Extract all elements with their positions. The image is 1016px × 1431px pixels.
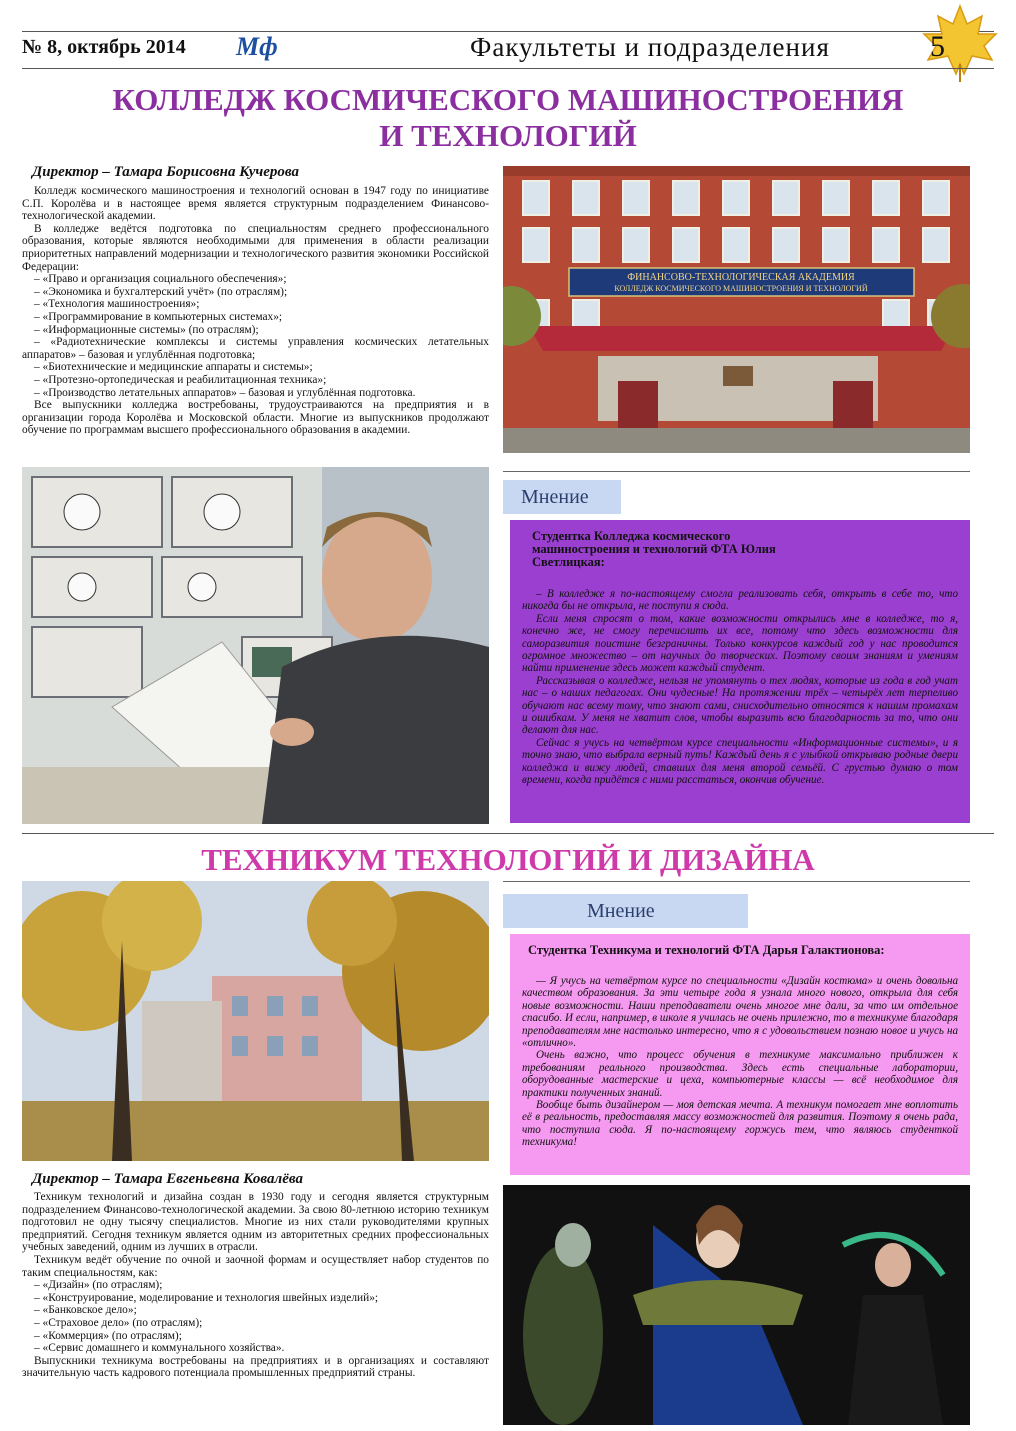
building-sign-line2: КОЛЛЕДЖ КОСМИЧЕСКОГО МАШИНОСТРОЕНИЯ И ТЕХНОЛОГИЙ bbox=[614, 284, 868, 293]
tech-list-item: – «Банковское дело»; bbox=[34, 1304, 137, 1317]
college-title bbox=[22, 82, 994, 154]
opinion2-box bbox=[510, 934, 970, 1175]
college-list-item: – «Технология машиностроения»; bbox=[34, 298, 200, 311]
college-body bbox=[22, 185, 489, 437]
tech-list-item: – «Конструирование, моделирование и технология швейных изделий»; bbox=[34, 1291, 379, 1304]
opinion2-body bbox=[522, 975, 958, 1149]
college-list-item: – «Протезно-ортопедическая и реабилитационная техника»; bbox=[34, 373, 327, 386]
fashion-show-photo bbox=[503, 1185, 970, 1425]
tech-director: Директор – Тамара Евгеньевна Ковалёва bbox=[32, 1171, 303, 1187]
opinion2-rule bbox=[503, 881, 970, 882]
opinion1-rule bbox=[503, 471, 970, 472]
opinion2-paragraph: Вообще быть дизайнером — моя детская мечта. А техникум помогает мне воплотить её в реальность, предоставляя массу возможностей для развития. Поэтому я очень рада, что поступила сюда. Я по-настоящему горжусь тем, что являюсь студенткой техникума! bbox=[522, 1099, 958, 1149]
college-list-item: – «Производство летательных аппаратов» – базовая и углублённая подготовка. bbox=[34, 386, 416, 399]
tech-list-item: – «Сервис домашнего и коммунального хозяйства». bbox=[34, 1342, 285, 1355]
college-list-item: – «Право и организация социального обеспечения»; bbox=[34, 273, 287, 286]
section-divider bbox=[22, 833, 994, 834]
student-lab-photo bbox=[22, 467, 489, 824]
opinion1-paragraph: Если меня спросят о том, какие возможности открылись мне в колледже, то я, конечно же, не смогу перечислить их все, потому что здесь возможности для саморазвития поистине безграничны. Только конкурсов каждый год у нас проводится огромное множество – от научных до творческих. Поэтому своим знаниям и умениям найти применение здесь может каждый студент. bbox=[522, 612, 958, 675]
opinion1-box bbox=[510, 520, 970, 823]
opinion2-paragraph: — Я учусь на четвёртом курсе по специальности «Дизайн костюма» и очень довольна качеством образования. За эти четыре года я узнала много нового, открыла для себя новые возможности. Наши преподаватели очень многое мне дали, за что им отдельное спасибо. И если, например, в школе я училась не очень прилежно, то в техникуме благодаря преподавателям мне настолько интересно, что я с удовольствием познаю новое и учусь на «отлично». bbox=[522, 975, 958, 1050]
college-list-item: – «Экономика и бухгалтерский учёт» (по отраслям); bbox=[34, 285, 288, 298]
college-list-item: – «Радиотехнические комплексы и системы управления космических летательных аппаратов» – базовая и углублённая подготовка; bbox=[22, 336, 489, 361]
college-director: Директор – Тамара Борисовна Кучерова bbox=[32, 164, 300, 180]
opinion1-paragraph: – В колледже я по-настоящему смогла реализовать себя, открыть в себе то, что никогда бы не открыла, не поступи я сюда. bbox=[522, 588, 958, 613]
opinion2-heading: Студентка Техникума и технологий ФТА Дарья Галактионова: bbox=[528, 943, 885, 957]
college-list-item: – «Программирование в компьютерных системах»; bbox=[34, 310, 283, 323]
opinion1-paragraph: Рассказывая о колледже, нельзя не упомянуть о тех людях, которые из года в год учат нас – о наших педагогах. Они чудесные! На протяжении трёх – четырёх лет терпеливо обучают нас всему тому, что знают сами, снисходительно относятся к нашим промахам и ошибкам. У меня не хватит слов, чтобы выразить всю благодарность за то, что они делают для нас. bbox=[522, 674, 958, 737]
college-article bbox=[22, 164, 489, 437]
college-title-line2: И ТЕХНОЛОГИЙ bbox=[379, 118, 637, 153]
tech-list-item: – «Страховое дело» (по отраслям); bbox=[34, 1316, 203, 1329]
college-paragraph: В колледже ведётся подготовка по специальностям среднего профессионального образования, которые являются необходимыми для применения в области реализации приоритетных направлений модернизации и технологического развития экономики Российской Федерации: bbox=[22, 222, 489, 273]
technikum-building-photo bbox=[22, 881, 489, 1161]
opinion2-paragraph: Очень важно, что процесс обучения в техникуме максимально приближен к требованиям реального производства. Здесь есть специальные лаборатории, оборудованные мастерские и цеха, компьютерные классы — всё необходимое для практики полученных знаний. bbox=[522, 1049, 958, 1099]
tech-article bbox=[22, 1171, 489, 1380]
issue-number: № 8, октябрь 2014 bbox=[22, 36, 186, 58]
tech-paragraph: Техникум технологий и дизайна создан в 1930 году и сегодня является структурным подразделением Финансово-технологической академии. За свою 80-летнюю историю техникум подготовил не одну тысячу специалистов. Многие из них стали руководителями крупных предприятий. Сегодня техникум является одним из авторитетных средних профессиональных учебных заведений, одним из лучших в отрасли. bbox=[22, 1191, 489, 1254]
tech-body bbox=[22, 1191, 489, 1380]
tech-list-item: – «Дизайн» (по отраслям); bbox=[34, 1279, 163, 1292]
header-bottom-rule bbox=[22, 68, 994, 69]
opinion1-body bbox=[522, 588, 958, 787]
college-list-item: – «Биотехнические и медицинские аппараты и системы»; bbox=[34, 361, 313, 374]
opinion1-heading: Студентка Колледжа космического машиностроения и технологий ФТА Юлия Светлицкая: bbox=[532, 529, 776, 569]
opinion1-tab: Мнение bbox=[503, 480, 621, 514]
tech-closing: Выпускники техникума востребованы на предприятиях и в организациях и составляют значительную часть кадрового потенциала промышленных предприятий страны. bbox=[22, 1354, 489, 1380]
college-list-item: – «Информационные системы» (по отраслям); bbox=[34, 323, 259, 336]
college-title-line1: КОЛЛЕДЖ КОСМИЧЕСКОГО МАШИНОСТРОЕНИЯ bbox=[112, 82, 904, 117]
tech-title: ТЕХНИКУМ ТЕХНОЛОГИЙ И ДИЗАЙНА bbox=[201, 842, 815, 877]
opinion2-tab: Мнение bbox=[503, 894, 748, 928]
page-number: 5 bbox=[930, 30, 945, 63]
section-title: Факультеты и подразделения bbox=[470, 32, 830, 62]
tech-list-item: – «Коммерция» (по отраслям); bbox=[34, 1329, 182, 1342]
newspaper-logo: Мф bbox=[236, 32, 278, 61]
college-closing: Все выпускники колледжа востребованы, трудоустраиваются на предприятия и в организации города Королёва и Московской области. Многие из выпускников продолжают обучение по программам высшего профессионального образования в академии. bbox=[22, 399, 489, 437]
opinion1-paragraph: Сейчас я учусь на четвёртом курсе специальности «Информационные системы», и я точно знаю, что выбрала верный путь! Каждый день я с улыбкой открываю родные двери колледжа и вижу людей, ставших для меня второй семьёй. С грустью думаю о том времени, когда придётся с ними расстаться, окончив обучение. bbox=[522, 736, 958, 787]
college-paragraph: Колледж космического машиностроения и технологий основан в 1947 году по инициативе С.П. Королёва и в настоящее время является структурным подразделением Финансово-технологической академии. bbox=[22, 185, 489, 223]
tech-paragraph: Техникум ведёт обучение по очной и заочной формам и осуществляет набор студентов по таким специальностям, как: bbox=[22, 1253, 489, 1279]
college-building-photo bbox=[503, 166, 970, 453]
building-sign-line1: ФИНАНСОВО-ТЕХНОЛОГИЧЕСКАЯ АКАДЕМИЯ bbox=[627, 272, 855, 283]
